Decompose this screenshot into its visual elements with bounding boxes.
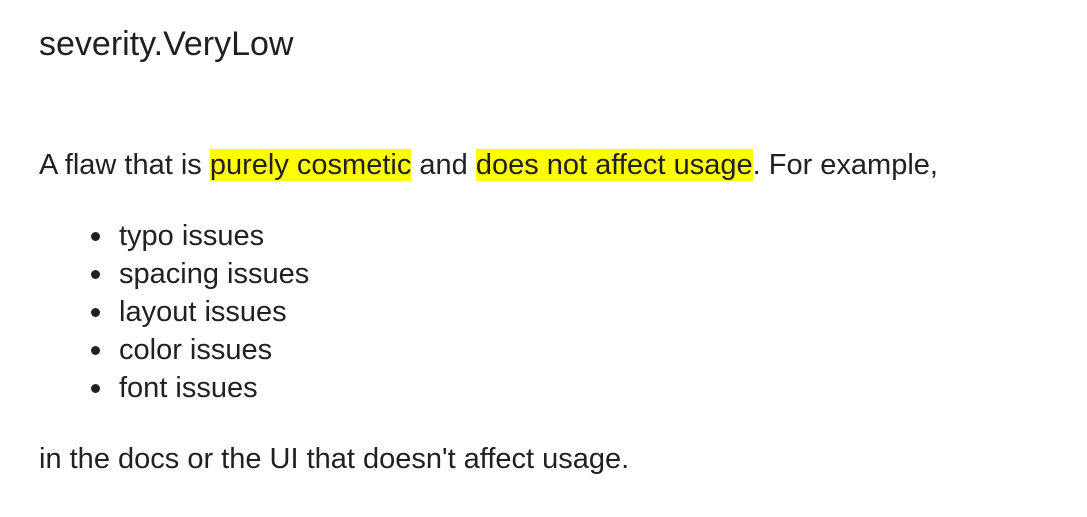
- page-title: severity.VeryLow: [39, 25, 294, 63]
- list-item: [119, 331, 309, 369]
- intro-suffix: . For example,: [752, 149, 938, 181]
- outro-paragraph: in the docs or the UI that doesn't affect usage.: [39, 443, 630, 475]
- highlight-does-not-affect-usage: does not affect usage: [475, 149, 753, 181]
- list-item-label: layout issues: [119, 296, 287, 328]
- intro-prefix: A flaw that is: [39, 149, 210, 181]
- list-item: [119, 293, 309, 331]
- bullet-icon: [91, 346, 100, 355]
- intro-middle: and: [411, 149, 476, 181]
- list-item-label: color issues: [119, 334, 273, 366]
- list-item-label: spacing issues: [119, 258, 310, 290]
- highlight-purely-cosmetic: purely cosmetic: [209, 149, 412, 181]
- intro-paragraph: [39, 144, 938, 186]
- bullet-icon: [91, 308, 100, 317]
- list-item: [119, 255, 309, 293]
- bullet-icon: [91, 384, 100, 393]
- list-item-label: typo issues: [119, 220, 265, 252]
- list-item-label: font issues: [119, 372, 258, 404]
- list-item: [119, 217, 309, 255]
- issues-list: [39, 217, 309, 407]
- list-item: [119, 369, 309, 407]
- bullet-icon: [91, 232, 100, 241]
- bullet-icon: [91, 270, 100, 279]
